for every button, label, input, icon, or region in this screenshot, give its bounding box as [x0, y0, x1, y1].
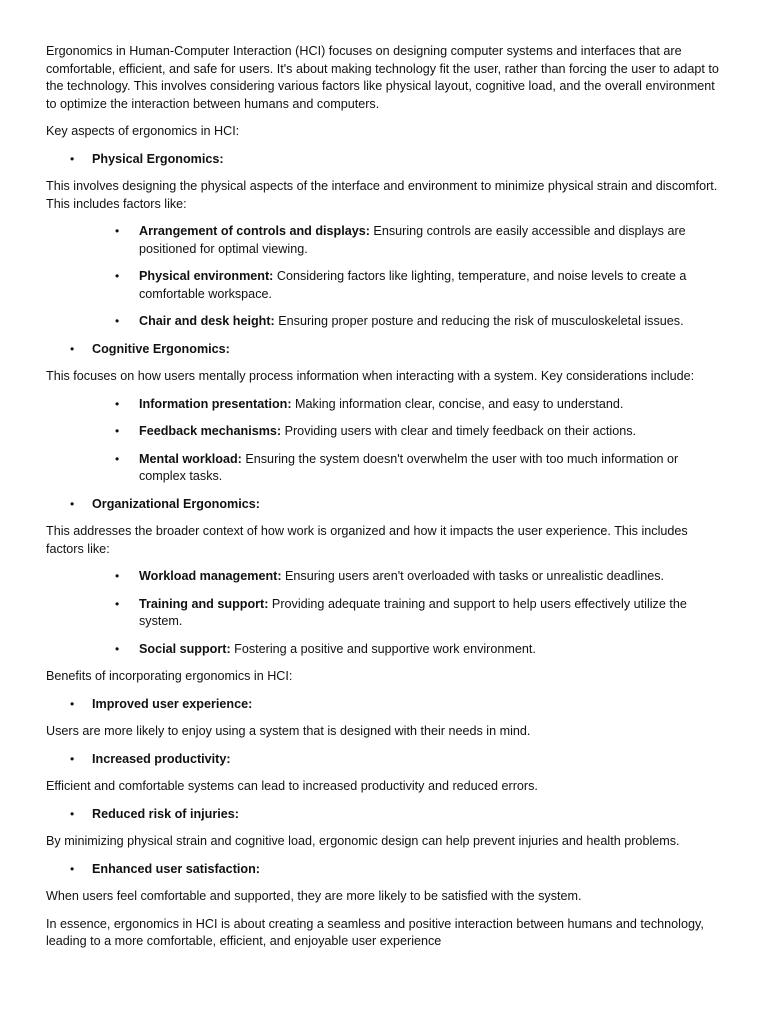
benefit-description: When users feel comfortable and supported, they are more likely to be satisfied with the system. [46, 889, 582, 903]
bullet-icon: • [70, 696, 75, 711]
bullet-icon: • [115, 451, 120, 466]
benefit-bullet [46, 861, 726, 879]
list-item [46, 423, 726, 441]
benefit-description: By minimizing physical strain and cognitive load, ergonomic design can help prevent injuries and health problems. [46, 834, 680, 848]
bullet-icon: • [70, 806, 75, 821]
bullet-icon: • [115, 396, 120, 411]
section-title: Organizational Ergonomics: [92, 496, 260, 511]
bullet-icon: • [115, 314, 120, 328]
bullet-icon: • [115, 596, 120, 611]
section-description: This addresses the broader context of how work is organized and how it impacts the user experience. This includes factors like: [46, 524, 688, 556]
list-item [46, 596, 726, 631]
bullet-icon: • [115, 224, 120, 238]
list-item [46, 396, 726, 414]
bullet-icon: • [70, 861, 75, 876]
section-description: This focuses on how users mentally process information when interacting with a system. Key considerations include: [46, 369, 695, 383]
benefits-heading: Benefits of incorporating ergonomics in HCI: [46, 669, 293, 683]
item-text: Making information clear, concise, and easy to understand. [291, 396, 624, 411]
benefit-description: Users are more likely to enjoy using a system that is designed with their needs in mind. [46, 724, 531, 738]
bullet-icon: • [70, 496, 75, 511]
bullet-icon: • [115, 424, 120, 438]
section-bullet-cognitive [46, 341, 726, 359]
conclusion-paragraph: In essence, ergonomics in HCI is about creating a seamless and positive interaction between humans and technology, leading to a more comfortable, efficient, and enjoyable user experience [46, 916, 704, 948]
section-title: Physical Ergonomics: [92, 151, 224, 166]
benefit-bullet [46, 751, 726, 769]
benefit-bullet [46, 696, 726, 714]
item-term: Workload management: [139, 569, 282, 583]
bullet-icon: • [115, 641, 120, 656]
item-text: Ensuring the system doesn't overwhelm the user with too much information or complex tasks. [139, 451, 679, 483]
intro-paragraph: Ergonomics in Human-Computer Interaction (HCI) focuses on designing computer systems and interfaces that are comfortable, efficient, and safe for users. It's about making technology fit the user, rather than forcing the user to adapt to the technology. This involves considering various factors like physical layout, cognitive load, and the overall environment to optimize the interaction between humans and computers. [46, 44, 719, 111]
benefit-title: Increased productivity: [92, 751, 231, 766]
benefit-title: Reduced risk of injuries: [92, 806, 239, 821]
section-title: Cognitive Ergonomics: [92, 341, 230, 356]
list-item [46, 451, 726, 486]
list-item [46, 223, 726, 258]
bullet-icon: • [70, 341, 75, 356]
item-text: Ensuring users aren't overloaded with tasks or unrealistic deadlines. [281, 569, 665, 583]
item-term: Mental workload: [139, 451, 242, 466]
item-term: Arrangement of controls and displays: [139, 224, 370, 238]
list-item [46, 568, 726, 586]
item-term: Information presentation: [139, 396, 292, 411]
bullet-icon: • [70, 151, 75, 166]
item-term: Chair and desk height: [139, 314, 275, 328]
benefit-title: Enhanced user satisfaction: [92, 861, 260, 876]
list-item [46, 313, 726, 331]
item-text: Ensuring controls are easily accessible and displays are positioned for optimal viewing. [139, 224, 686, 256]
item-text: Providing adequate training and support to help users effectively utilize the system. [139, 596, 687, 628]
item-term: Training and support: [139, 596, 269, 611]
item-text: Considering factors like lighting, temperature, and noise levels to create a comfortable workspace. [139, 269, 687, 301]
key-aspects-heading: Key aspects of ergonomics in HCI: [46, 124, 240, 138]
item-term: Physical environment: [139, 269, 274, 283]
item-text: Fostering a positive and supportive work environment. [230, 641, 536, 656]
benefit-description: Efficient and comfortable systems can lead to increased productivity and reduced errors. [46, 779, 538, 793]
list-item [46, 268, 726, 303]
list-item [46, 641, 726, 659]
item-term: Feedback mechanisms: [139, 424, 282, 438]
section-bullet-organizational [46, 496, 726, 514]
bullet-icon: • [70, 751, 75, 766]
section-bullet-physical [46, 151, 726, 169]
document-body [46, 43, 726, 961]
section-description: This involves designing the physical aspects of the interface and environment to minimize physical strain and discomfort. This includes factors like: [46, 179, 718, 211]
item-text: Providing users with clear and timely feedback on their actions. [281, 424, 636, 438]
bullet-icon: • [115, 269, 120, 283]
item-text: Ensuring proper posture and reducing the risk of musculoskeletal issues. [274, 314, 684, 328]
bullet-icon: • [115, 569, 120, 583]
item-term: Social support: [139, 641, 231, 656]
benefit-title: Improved user experience: [92, 696, 253, 711]
benefit-bullet [46, 806, 726, 824]
